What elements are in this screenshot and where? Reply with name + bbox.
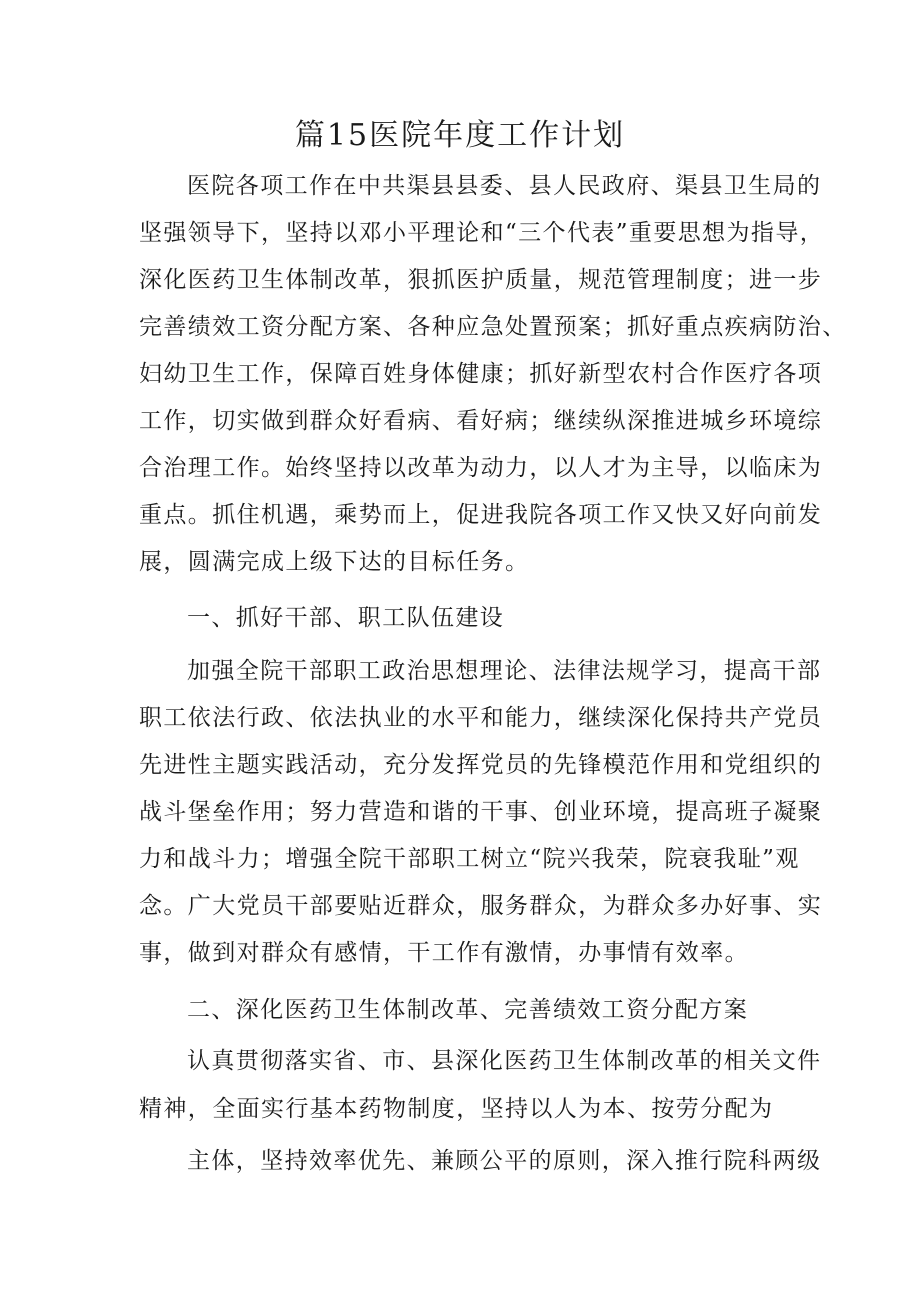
paragraph-line: 重点。抓住机遇，乘势而上，促进我院各项工作又快又好向前发 — [139, 502, 823, 528]
paragraph-line: 坚强领导下，坚持以邓小平理论和“三个代表”重要思想为指导， — [139, 220, 825, 246]
paragraph-line: 念。广大党员干部要贴近群众，服务群众，为群众多办好事、实 — [139, 893, 823, 919]
paragraph-line: 战斗堡垒作用；努力营造和谐的干事、创业环境，提高班子凝聚 — [139, 799, 823, 825]
paragraph-line: 医院各项工作在中共渠县县委、县人民政府、渠县卫生局的 — [187, 173, 822, 199]
paragraph-line: 先进性主题实践活动，充分发挥党员的先锋模范作用和党组织的 — [139, 752, 823, 778]
document-title: 篇15医院年度工作计划 — [294, 118, 626, 153]
section-heading: 二、深化医药卫生体制改革、完善绩效工资分配方案 — [187, 997, 749, 1023]
paragraph-line: 完善绩效工资分配方案、各种应急处置预案；抓好重点疾病防治、 — [139, 314, 847, 340]
paragraph-line: 加强全院干部职工政治思想理论、法律法规学习，提高干部 — [187, 658, 822, 684]
paragraph-line: 合治理工作。始终坚持以改革为动力，以人才为主导，以临床为 — [139, 455, 823, 481]
paragraph-line: 主体，坚持效率优先、兼顾公平的原则，深入推行院科两级 — [187, 1148, 822, 1174]
paragraph-line: 职工依法行政、依法执业的水平和能力，继续深化保持共产党员 — [139, 705, 823, 731]
paragraph-line: 认真贯彻落实省、市、县深化医药卫生体制改革的相关文件 — [187, 1048, 822, 1074]
paragraph-line: 力和战斗力；增强全院干部职工树立“院兴我荣，院衰我耻”观 — [139, 846, 800, 872]
section-heading: 一、抓好干部、职工队伍建设 — [187, 605, 505, 631]
paragraph-line: 精神，全面实行基本药物制度，坚持以人为本、按劳分配为 — [139, 1096, 774, 1122]
paragraph-line: 深化医药卫生体制改革，狠抓医护质量，规范管理制度；进一步 — [139, 267, 823, 293]
paragraph-line: 妇幼卫生工作，保障百姓身体健康；抓好新型农村合作医疗各项 — [139, 361, 823, 387]
paragraph-line: 工作，切实做到群众好看病、看好病；继续纵深推进城乡环境综 — [139, 408, 823, 434]
paragraph-line: 展，圆满完成上级下达的目标任务。 — [139, 549, 530, 575]
paragraph-line: 事，做到对群众有感情，干工作有激情，办事情有效率。 — [139, 940, 749, 966]
